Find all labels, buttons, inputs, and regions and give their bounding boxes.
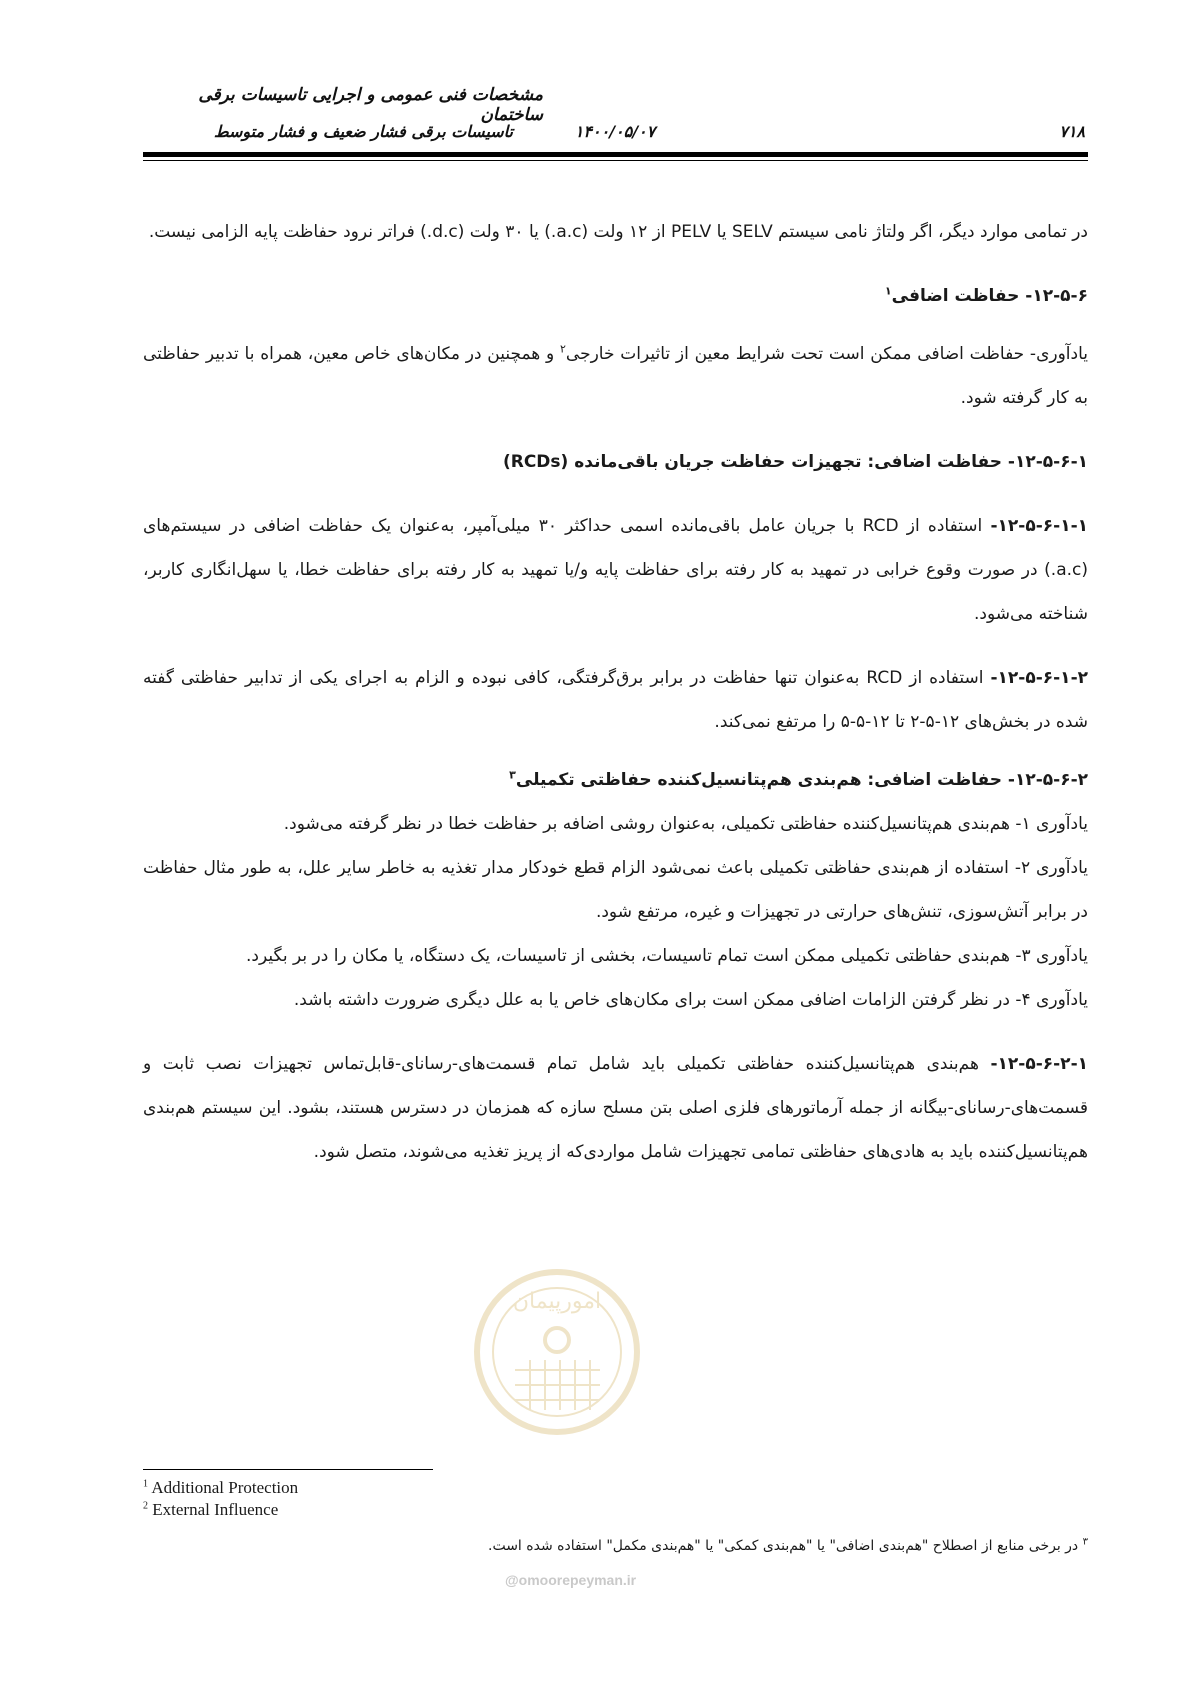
- footnote-1-mark: 1: [143, 1478, 148, 1490]
- paragraph-12-5-6-1-2: [143, 656, 1088, 744]
- page-number: ۷۱۸: [1059, 122, 1085, 141]
- heading-12-5-6-2-text: ۱۲-۵-۶-۲- حفاظت اضافی: هم‌بندی هم‌پتانسیل‌کننده حفاظتی تکمیلی: [515, 770, 1088, 790]
- clause-number: ۱۲-۵-۶-۱-۲-: [990, 668, 1088, 688]
- footnote-3: [143, 1538, 1088, 1554]
- header-title: مشخصات فنی عمومی و اجرایی تاسیسات برقی ساختمان: [198, 85, 543, 125]
- watermark-logo: [470, 1260, 645, 1445]
- footnote-ref-1: ۱: [884, 284, 892, 298]
- paragraph-12-5-6-2-1: [143, 1042, 1088, 1174]
- watermark-url: @omoorepeyman.ir: [505, 1572, 637, 1588]
- note-text-b: و همچنین در مکان‌های خاص معین، همراه با تدبیر حفاظتی به کار گرفته شود.: [143, 344, 1088, 408]
- note-4: یادآوری ۴- در نظر گرفتن الزامات اضافی ممکن است برای مکان‌های خاص یا به علل دیگری ضرورت داشته باشد.: [293, 990, 1088, 1010]
- footnote-ref-3: ۳: [509, 768, 516, 782]
- clause-text: هم‌بندی هم‌پتانسیل‌کننده حفاظتی تکمیلی باید شامل تمام قسمت‌های-رسانای-قابل‌تماس تجهیزات نصب ثابت و قسمت‌های-رسانای-بیگانه از جمله آرماتورهای فلزی اصلی بتن مسلح سازه که همزمان در دسترس هستند، بشود. این سیستم هم‌بندی هم‌پتانسیل‌کننده باید به هادی‌های حفاظتی تمامی تجهیزات شامل مواردی‌که از پریز تغذیه می‌شوند، متصل شود.: [143, 1054, 1088, 1162]
- heading-12-5-6-1: ۱۲-۵-۶-۱- حفاظت اضافی: تجهیزات حفاظت جریان باقی‌مانده (RCDs): [502, 452, 1088, 472]
- clause-text: استفاده از RCD با جریان عامل باقی‌مانده اسمی حداکثر ۳۰ میلی‌آمپر، به‌عنوان یک حفاظت اضافی در سیستم‌های (a.c.) در صورت وقوع خرابی در تمهید به کار رفته برای حفاظت پایه و/یا تمهید به کار رفته برای حفاظت خطا، یا سهل‌انگاری کاربر، شناخته می‌شود.: [143, 516, 1088, 624]
- note-2: یادآوری ۲- استفاده از هم‌بندی حفاظتی تکمیلی باعث نمی‌شود الزام قطع خودکار مدار تغذیه به خاطر سایر علل، به طور مثال حفاظت در برابر آتش‌سوزی، تنش‌های حرارتی در تجهیزات و غیره، مرتفع شود.: [143, 858, 1088, 922]
- footnote-1: [143, 1478, 298, 1498]
- note-text-a: یادآوری- حفاظت اضافی ممکن است تحت شرایط معین از تاثیرات خارجی: [565, 344, 1088, 364]
- header-subtitle: تاسیسات برقی فشار ضعیف و فشار متوسط: [213, 122, 513, 141]
- footnote-1-text: Additional Protection: [151, 1478, 299, 1497]
- clause-number: ۱۲-۵-۶-۱-۱-: [990, 516, 1089, 536]
- footnote-ref-2: ۲: [559, 342, 566, 356]
- header-rule-thin: [143, 160, 1088, 161]
- footnote-2-mark: 2: [143, 1500, 148, 1512]
- footnote-divider: [143, 1469, 433, 1470]
- header-date: ۱۴۰۰/۰۵/۰۷: [574, 122, 656, 141]
- note-additional-protection: [143, 332, 1088, 420]
- document-body: [143, 210, 1088, 1174]
- footnote-3-text: در برخی منابع از اصطلاح "هم‌بندی اضافی" یا "هم‌بندی کمکی" یا "هم‌بندی مکمل" استفاده شده است.: [488, 1538, 1083, 1554]
- heading-12-5-6-2: [143, 758, 1088, 802]
- heading-12-5-6-text: ۱۲-۵-۶- حفاظت اضافی: [891, 286, 1088, 306]
- note-3: یادآوری ۳- هم‌بندی حفاظتی تکمیلی ممکن است تمام تاسیسات، بخشی از تاسیسات، یک دستگاه، یا مکان را در بر بگیرد.: [245, 946, 1088, 966]
- header-rule-thick: [143, 152, 1088, 157]
- footnote-2-text: External Influence: [152, 1500, 279, 1519]
- footnote-3-mark: ۳: [1082, 1536, 1088, 1548]
- clause-number: ۱۲-۵-۶-۲-۱-: [990, 1054, 1088, 1074]
- footnote-2: [143, 1500, 278, 1520]
- heading-12-5-6: [143, 274, 1088, 318]
- paragraph-intro: در تمامی موارد دیگر، اگر ولتاژ نامی سیستم SELV یا PELV از ۱۲ ولت (a.c.) یا ۳۰ ولت (d.c.) فراتر نرود حفاظت پایه الزامی نیست.: [148, 222, 1088, 242]
- note-1: یادآوری ۱- هم‌بندی هم‌پتانسیل‌کننده حفاظتی تکمیلی، به‌عنوان روشی اضافه بر حفاظت خطا در نظر گرفته می‌شود.: [283, 814, 1088, 834]
- paragraph-12-5-6-1-1: [143, 504, 1088, 636]
- watermark-text: امورپیمان: [512, 1289, 602, 1314]
- clause-text: استفاده از RCD به‌عنوان تنها حفاظت در برابر برق‌گرفتگی، کافی نبوده و الزام به اجرای یکی از تدابیر حفاظتی گفته شده در بخش‌های ۱۲-۵-۲ تا ۱۲-۵-۵ را مرتفع نمی‌کند.: [143, 668, 1088, 732]
